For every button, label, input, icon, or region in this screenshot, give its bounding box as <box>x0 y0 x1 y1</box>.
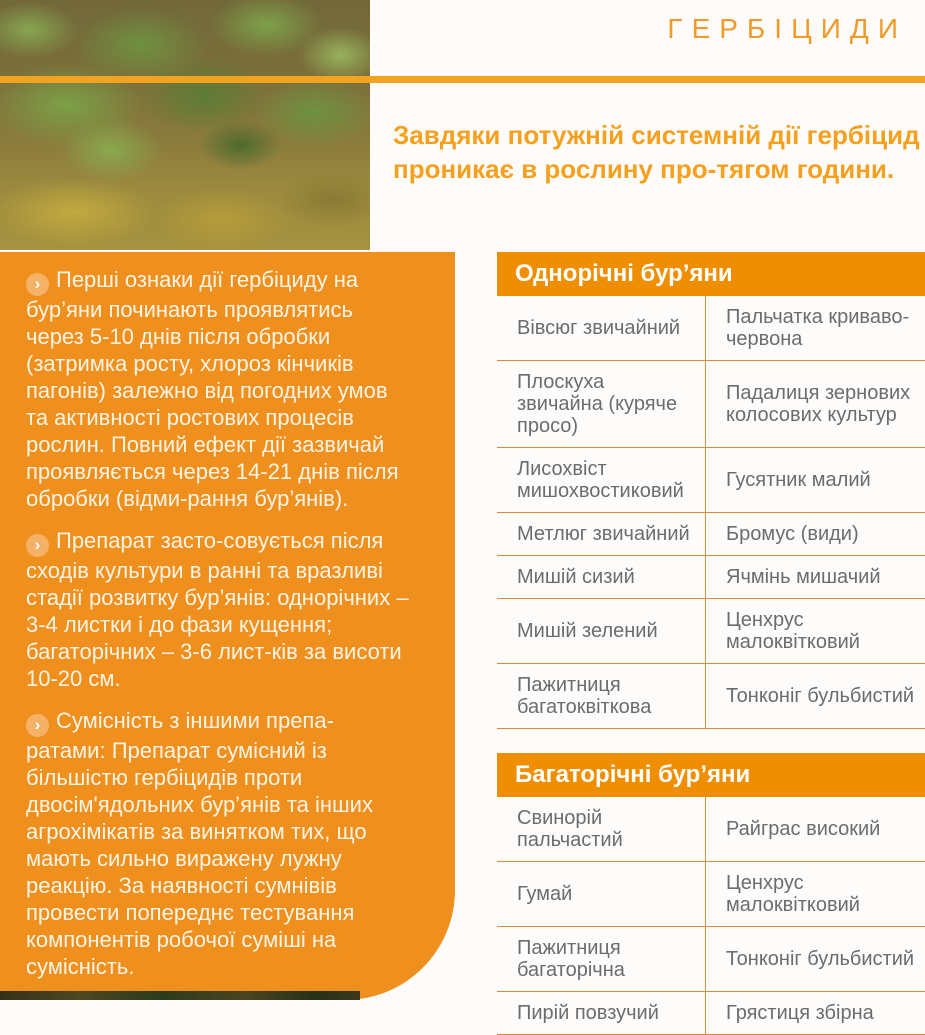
table-cell: Тонконіг бульбистий <box>705 927 925 991</box>
tables-column <box>497 252 925 1035</box>
annual-weeds-table <box>497 252 925 729</box>
table-cell: Лисохвіст мишохвостиковий <box>517 458 684 502</box>
table-cell: Метлюг звичайний <box>517 523 690 545</box>
chevron-right-bullet-icon: › <box>26 714 49 737</box>
info-box <box>0 252 455 1000</box>
intro-text: Завдяки потужній системній дії гербіцид проникає в рослину про-тягом години. <box>393 120 920 184</box>
info-bullet <box>26 707 413 980</box>
table-row <box>497 361 925 448</box>
table-cell: Бромус (види) <box>705 513 925 555</box>
table-cell: Грястиця збірна <box>705 992 925 1034</box>
table-title-perennial: Багаторічні бур’яни <box>497 753 925 797</box>
table-cell: Ячмінь мишачий <box>705 556 925 598</box>
table-cell: Тонконіг бульбистий <box>705 664 925 728</box>
info-bullet <box>26 527 413 692</box>
table-title-annual: Однорічні бур’яни <box>497 252 925 296</box>
bullet-text: Сумісність з іншими препа-ратами: Препарат сумісний із більшістю гербіцидів проти двосім'ядольних бур’янів та інших агрохімікатів за винятком тих, що мають сильно виражену лужну реакцію. За наявності сумнівів провести попереднє тестування компонентів робочої суміші на сумісність. <box>26 708 373 979</box>
table-cell: Плоскуха звичайна (куряче просо) <box>517 371 678 437</box>
table-cell: Мишій зелений <box>517 620 658 642</box>
table-cell: Падалиця зернових колосових культур <box>705 361 925 447</box>
table-cell: Мишій сизий <box>517 566 635 588</box>
table-cell: Райграс високий <box>705 797 925 861</box>
table-cell: Пажитниця багатоквіткова <box>517 674 652 718</box>
table-row <box>497 556 925 599</box>
field-photo <box>0 0 370 250</box>
table-row <box>497 992 925 1035</box>
divider-rule <box>0 76 925 83</box>
bullet-text: Препарат засто-совується після сходів культури в ранні та вразливі стадії розвитку бур’янів: однорічних – 3-4 листки і до фази кущення; багаторічних – 3-6 лист-ків за висоти 10-20 см. <box>26 528 409 691</box>
table-row <box>497 599 925 664</box>
perennial-weeds-table <box>497 753 925 1035</box>
bottom-field-photo-strip <box>0 991 360 1000</box>
table-cell: Гусятник малий <box>705 448 925 512</box>
table-cell: Свинорій пальчастий <box>517 807 623 851</box>
table-cell: Пирій повзучий <box>517 1002 659 1024</box>
table-row <box>497 927 925 992</box>
chevron-right-bullet-icon: › <box>26 534 49 557</box>
table-cell: Ценхрус малоквітковий <box>705 599 925 663</box>
table-row <box>497 664 925 729</box>
table-cell: Вівсюг звичайний <box>517 317 681 339</box>
table-row <box>497 448 925 513</box>
table-row <box>497 862 925 927</box>
info-bullet <box>26 266 413 512</box>
page-title: ГЕРБІЦИДИ <box>667 13 907 44</box>
bullet-text: Перші ознаки дії гербіциду на бур’яни починають проявлятись через 5-10 днів після обробки (затримка росту, хлороз кінчиків пагонів) залежно від погодних умов та активності ростових процесів рослин. Повний ефект дії зазвичай проявляється через 14-21 днів після обробки (відми-рання бур’янів). <box>26 267 399 511</box>
table-cell: Пажитниця багаторічна <box>517 937 625 981</box>
table-cell: Гумай <box>517 883 573 905</box>
table-row <box>497 797 925 862</box>
table-row <box>497 296 925 361</box>
table-cell: Ценхрус малоквітковий <box>705 862 925 926</box>
chevron-right-bullet-icon: › <box>26 273 49 296</box>
table-cell: Пальчатка криваво-червона <box>705 296 925 360</box>
table-row <box>497 513 925 556</box>
